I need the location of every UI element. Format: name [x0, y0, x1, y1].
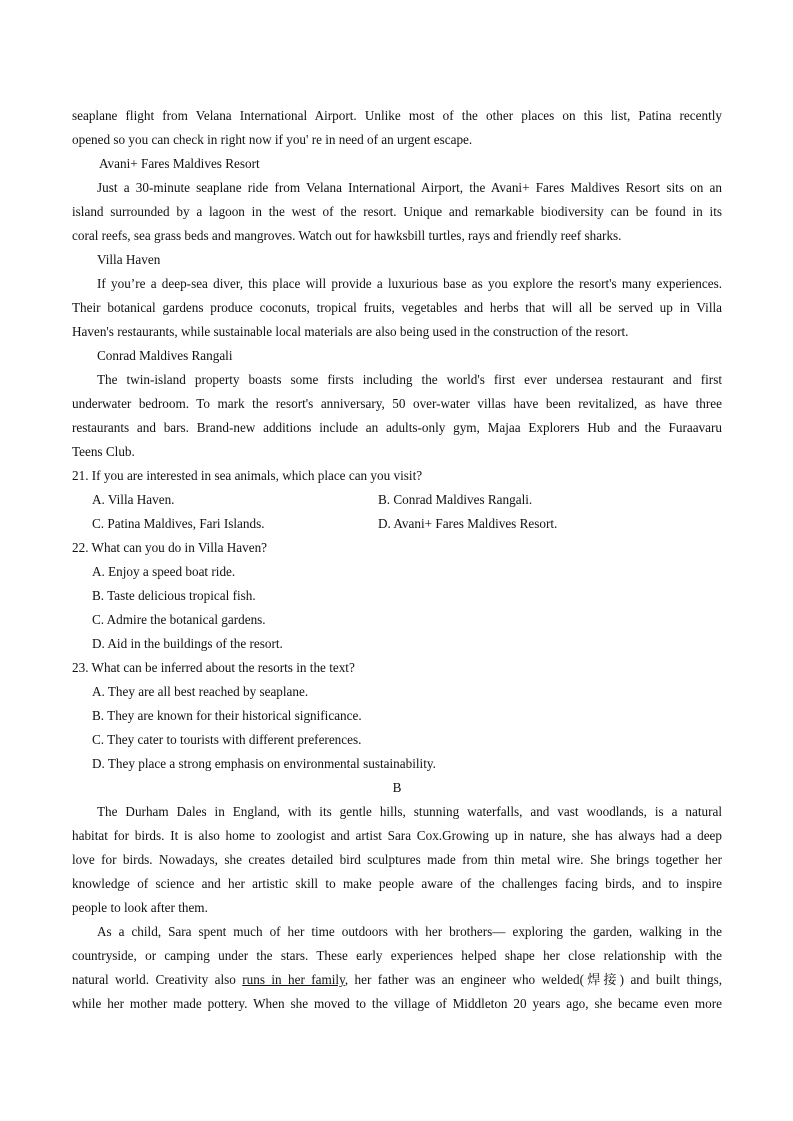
- passage-line: The twin-island property boasts some firsts including the world's first ever undersea restaurant and first: [97, 372, 722, 387]
- passage-text: , her father was an engineer who welded(焊接) and built things,: [344, 972, 722, 987]
- section-heading-avani: Avani+ Fares Maldives Resort: [99, 156, 260, 171]
- passage-line: coral reefs, sea grass beds and mangroves. Watch out for hawksbill turtles, rays and friendly reef sharks.: [72, 228, 622, 243]
- question-23-option-b: B. They are known for their historical significance.: [92, 708, 362, 723]
- question-21-options-row-1: [72, 488, 722, 512]
- passage-line: countryside, or camping under the stars. These early experiences helped shape her close relationship with the: [72, 948, 722, 963]
- passage-line: island surrounded by a lagoon in the west of the resort. Unique and remarkable biodiversity can be found in its: [72, 204, 722, 219]
- question-22-option-d: D. Aid in the buildings of the resort.: [92, 636, 283, 651]
- question-21-option-d: D. Avani+ Fares Maldives Resort.: [378, 516, 558, 531]
- passage-line: If you’re a deep-sea diver, this place will provide a luxurious base as you explore the resort's many experiences.: [97, 276, 722, 291]
- passage-line: Teens Club.: [72, 444, 135, 459]
- passage-line-with-underline: [72, 968, 722, 992]
- passage-line: seaplane flight from Velana International Airport. Unlike most of the other places on this list, Patina recently: [72, 108, 722, 123]
- question-22-option-a: A. Enjoy a speed boat ride.: [92, 564, 236, 579]
- passage-line: knowledge of science and her artistic skill to make people aware of the challenges facing birds, and to inspire: [72, 876, 722, 891]
- underlined-phrase: runs in her family: [242, 972, 345, 987]
- question-23-stem: 23. What can be inferred about the resorts in the text?: [72, 660, 355, 675]
- document-page: [72, 104, 722, 1016]
- question-21-option-c: C. Patina Maldives, Fari Islands.: [92, 516, 265, 531]
- question-21-stem: 21. If you are interested in sea animals, which place can you visit?: [72, 468, 423, 483]
- passage-line: Their botanical gardens produce coconuts, tropical fruits, vegetables and herbs that will all be served up in Villa: [72, 300, 722, 315]
- section-heading-villa-haven: Villa Haven: [97, 252, 161, 267]
- passage-line: love for birds. Nowadays, she creates detailed bird sculptures made from thin metal wire. She brings together her: [72, 852, 722, 867]
- passage-line: As a child, Sara spent much of her time outdoors with her brothers— exploring the garden, walking in the: [97, 924, 722, 939]
- passage-line: Just a 30-minute seaplane ride from Velana International Airport, the Avani+ Fares Maldives Resort sits on an: [97, 180, 722, 195]
- passage-b-label: B: [392, 780, 402, 795]
- passage-line: people to look after them.: [72, 900, 208, 915]
- question-23-option-d: D. They place a strong emphasis on environmental sustainability.: [92, 756, 436, 771]
- question-22-option-c: C. Admire the botanical gardens.: [92, 612, 266, 627]
- question-22-stem: 22. What can you do in Villa Haven?: [72, 540, 268, 555]
- passage-line: opened so you can check in right now if you' re in need of an urgent escape.: [72, 132, 473, 147]
- passage-line: habitat for birds. It is also home to zoologist and artist Sara Cox.Growing up in nature, she has always had a deep: [72, 828, 722, 843]
- section-heading-conrad: Conrad Maldives Rangali: [97, 348, 233, 363]
- passage-line: The Durham Dales in England, with its gentle hills, stunning waterfalls, and vast woodlands, is a natural: [97, 804, 722, 819]
- question-21-options-row-2: [72, 512, 722, 536]
- passage-line: while her mother made pottery. When she moved to the village of Middleton 20 years ago, she became even more: [72, 996, 722, 1011]
- question-23-option-a: A. They are all best reached by seaplane.: [92, 684, 309, 699]
- question-22-option-b: B. Taste delicious tropical fish.: [92, 588, 256, 603]
- passage-line: underwater bedroom. To mark the resort's anniversary, 50 over-water villas have been revitalized, as have three: [72, 396, 722, 411]
- passage-line: restaurants and bars. Brand-new additions include an adults-only gym, Majaa Explorers Hub and the Furaavaru: [72, 420, 722, 435]
- question-23-option-c: C. They cater to tourists with different preferences.: [92, 732, 362, 747]
- passage-line: Haven's restaurants, while sustainable local materials are also being used in the construction of the resort.: [72, 324, 629, 339]
- question-21-option-b: B. Conrad Maldives Rangali.: [378, 492, 533, 507]
- passage-text: natural world. Creativity also: [72, 972, 243, 987]
- question-21-option-a: A. Villa Haven.: [92, 492, 175, 507]
